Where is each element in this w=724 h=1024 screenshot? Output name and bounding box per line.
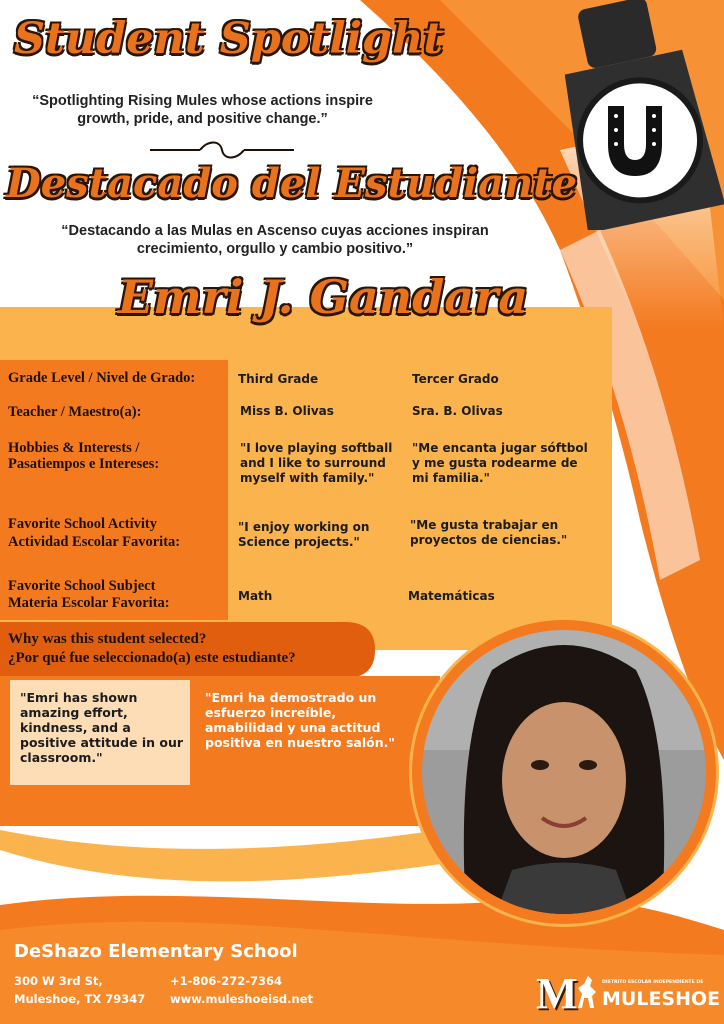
- horseshoe-icon: [600, 100, 670, 180]
- footer-address-line1: 300 W 3rd St,: [14, 974, 103, 988]
- teacher-value-en: Miss B. Olivas: [240, 404, 334, 418]
- question-spanish: ¿Por qué fue seleccionado(a) este estudiante?: [8, 650, 296, 666]
- footer-website[interactable]: www.muleshoeisd.net: [170, 992, 314, 1006]
- grade-label: Grade Level / Nivel de Grado:: [8, 370, 196, 386]
- activity-label-en: Favorite School Activity: [8, 516, 158, 532]
- teacher-value-es: Sra. B. Olivas: [412, 404, 503, 418]
- subject-value-es: Matemáticas: [408, 589, 495, 603]
- teacher-label: Teacher / Maestro(a):: [8, 404, 142, 420]
- hobbies-value-en: "I love playing softball and I like to surround myself with family.": [240, 441, 393, 485]
- subject-value-en: Math: [238, 589, 273, 603]
- title-spanish: Destacado del Estudiante: [6, 160, 578, 207]
- grade-value-es: Tercer Grado: [412, 372, 499, 386]
- title-english: Student Spotlight: [14, 14, 444, 64]
- hobbies-label: Hobbies & Interests / Pasatiempos e Intereses:: [8, 440, 160, 472]
- tagline-english: “Spotlighting Rising Mules whose actions inspire growth, pride, and positive change.”: [32, 93, 373, 127]
- answer-english: "Emri has shown amazing effort, kindness, and a positive attitude in our classroom.": [20, 690, 184, 765]
- activity-label-es: Actividad Escolar Favorita:: [8, 534, 181, 550]
- student-name: Emri J. Gandara: [118, 270, 529, 324]
- activity-value-es: "Me gusta trabajar en proyectos de ciencias.": [410, 518, 568, 547]
- answer-spanish: "Emri ha demostrado un esfuerzo increíble, amabilidad y una actitud positiva en nuestro salón.": [205, 690, 395, 750]
- grade-value-en: Third Grade: [238, 372, 319, 386]
- footer-address-line2: Muleshoe, TX 79347: [14, 992, 146, 1006]
- subject-label-en: Favorite School Subject: [8, 578, 156, 594]
- logo-district-name: MULESHOE: [602, 988, 721, 1010]
- logo-letter: M: [536, 969, 578, 1018]
- footer-school-name: DeShazo Elementary School: [14, 941, 298, 962]
- activity-value-en: "I enjoy working on Science projects.": [238, 520, 370, 549]
- logo-district-text: DISTRITO ESCOLAR INDEPENDIENTE DE: [602, 980, 704, 985]
- photo-frame: [412, 620, 716, 924]
- question-english: Why was this student selected?: [8, 631, 207, 647]
- divider-flourish: [150, 143, 294, 158]
- hobbies-value-es: "Me encanta jugar sóftbol y me gusta rodearme de mi familia.": [412, 441, 588, 485]
- footer-phone: +1-806-272-7364: [170, 974, 282, 988]
- student-photo: [422, 630, 706, 914]
- tagline-spanish: “Destacando a las Mulas en Ascenso cuyas acciones inspiran crecimiento, orgullo y cambio positivo.”: [61, 223, 489, 257]
- district-logo: [536, 970, 720, 1020]
- mule-rider-icon: [574, 974, 598, 1010]
- subject-label-es: Materia Escolar Favorita:: [8, 595, 170, 611]
